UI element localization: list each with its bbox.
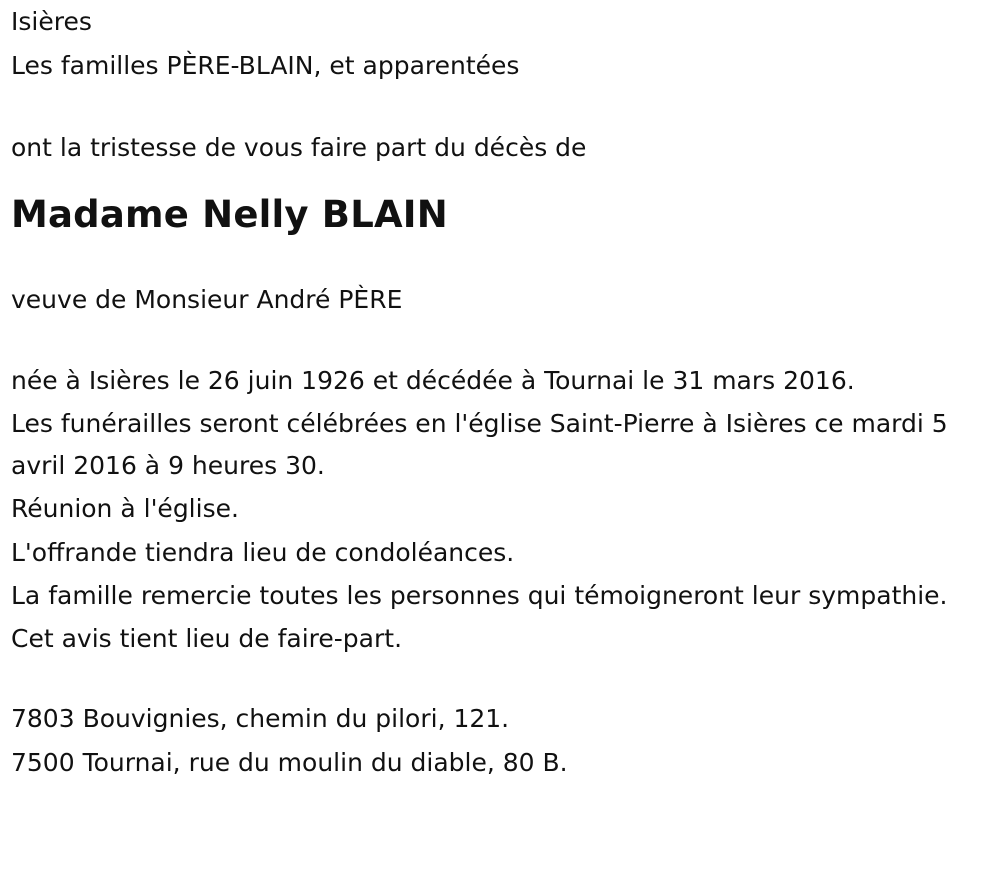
spacer: [11, 240, 991, 278]
notice-statement: Cet avis tient lieu de faire-part.: [11, 624, 403, 653]
announcement-line: ont la tristesse de vous faire part du décès de: [11, 133, 587, 162]
offering-line: L'offrande tiendra lieu de condoléances.: [11, 538, 515, 567]
address-line: 7803 Bouvignies, chemin du pilori, 121.: [11, 704, 510, 733]
obituary-notice: [11, 0, 991, 785]
birth-death-line: née à Isières le 26 juin 1926 et décédée à Tournai le 31 mars 2016.: [11, 366, 855, 395]
spacer: [11, 661, 991, 697]
address-line: 7500 Tournai, rue du moulin du diable, 80 B.: [11, 748, 568, 777]
spacer: [11, 170, 991, 190]
spacer: [11, 88, 991, 126]
place-line: Isières: [11, 7, 92, 36]
thanks-line: La famille remercie toutes les personnes qui témoigneront leur sympathie.: [11, 581, 948, 610]
meeting-line: Réunion à l'église.: [11, 494, 239, 523]
spacer: [11, 322, 991, 359]
families-line: Les familles PÈRE-BLAIN, et apparentées: [11, 51, 520, 80]
funeral-details: Les funérailles seront célébrées en l'église Saint-Pierre à Isières ce mardi 5 avril 2016 à 9 heures 30.: [11, 409, 948, 480]
widow-of-line: veuve de Monsieur André PÈRE: [11, 285, 403, 314]
deceased-name: Madame Nelly BLAIN: [11, 193, 448, 236]
